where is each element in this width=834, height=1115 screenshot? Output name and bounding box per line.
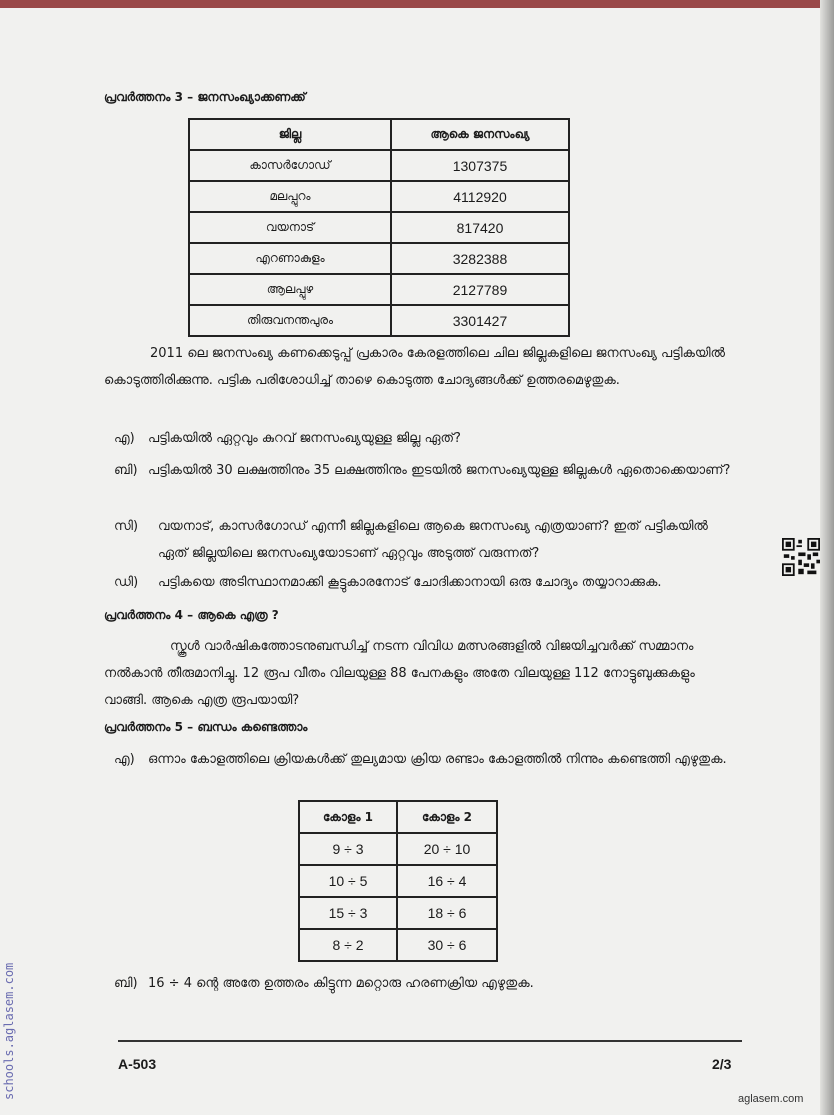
- table-row: [299, 929, 497, 961]
- table-row: [189, 243, 569, 274]
- question-label: എ): [114, 431, 135, 446]
- question-5a: [114, 746, 738, 773]
- question-c: [114, 513, 738, 567]
- column-header-population: ആകെ ജനസംഖ്യ: [391, 119, 569, 150]
- table-row: [189, 212, 569, 243]
- column-header-district: ജില്ല: [189, 119, 391, 150]
- question-text: പട്ടികയിൽ 30 ലക്ഷത്തിനും 35 ലക്ഷത്തിനും ഇടയിൽ ജനസംഖ്യയുള്ള ജില്ലകൾ ഏതൊക്കെയാണ്?: [148, 463, 731, 478]
- population-table: [188, 118, 570, 337]
- table-row: [189, 181, 569, 212]
- question-text: 16 ÷ 4 ന്റെ അതേ ഉത്തരം കിട്ടുന്ന മറ്റൊരു ഹരണക്രിയ എഴുതുക.: [148, 976, 534, 991]
- district-cell: മലപ്പുറം: [189, 181, 391, 212]
- question-label: സി): [114, 519, 139, 534]
- qr-code-icon: [782, 538, 820, 576]
- column-header-1: കോളം 1: [299, 801, 397, 833]
- column2-cell: 30 ÷ 6: [397, 929, 497, 961]
- column2-cell: 16 ÷ 4: [397, 865, 497, 897]
- division-columns-table: [298, 800, 498, 962]
- paper-code: A-503: [118, 1056, 157, 1072]
- population-cell: 3282388: [391, 243, 569, 274]
- question-text: ഒന്നാം കോളത്തിലെ ക്രിയകൾക്ക് തുല്യമായ ക്രിയ രണ്ടാം കോളത്തിൽ നിന്നും കണ്ടെത്തി എഴുതുക.: [148, 752, 727, 767]
- table-row: [299, 897, 497, 929]
- question-b: [114, 457, 738, 484]
- district-cell: തിരുവനന്തപുരം: [189, 305, 391, 336]
- table-row: [189, 150, 569, 181]
- column1-cell: 10 ÷ 5: [299, 865, 397, 897]
- column-header-2: കോളം 2: [397, 801, 497, 833]
- column1-cell: 15 ÷ 3: [299, 897, 397, 929]
- table-header-row: [189, 119, 569, 150]
- table-row: [299, 865, 497, 897]
- question-text: പട്ടികയെ അടിസ്ഥാനമാക്കി കൂട്ടുകാരനോട് ചോദിക്കാനായി ഒരു ചോദ്യം തയ്യാറാക്കുക.: [158, 575, 662, 590]
- district-cell: കാസർഗോഡ്: [189, 150, 391, 181]
- table-row: [189, 305, 569, 336]
- table-row: [189, 274, 569, 305]
- table-header-row: [299, 801, 497, 833]
- question-label: എ): [114, 752, 135, 767]
- question-label: ബി): [114, 463, 138, 478]
- activity3-intro: 2011 ലെ ജനസംഖ്യ കണക്കെടുപ്പ് പ്രകാരം കേരളത്തിലെ ചില ജില്ലകളിലെ ജനസംഖ്യ പട്ടികയിൽ കൊടുത്തിരിക്കുന്നു. പട്ടിക പരിശോധിച്ച് താഴെ കൊടുത്ത ചോദ്യങ്ങൾക്ക് ഉത്തരമെഴുതുക.: [104, 346, 726, 388]
- district-cell: ആലപ്പുഴ: [189, 274, 391, 305]
- table-row: [299, 833, 497, 865]
- question-label: ബി): [114, 976, 138, 991]
- question-label: ഡി): [114, 575, 139, 590]
- footer-rule: [118, 1040, 742, 1042]
- question-a: [114, 425, 738, 452]
- population-cell: 3301427: [391, 305, 569, 336]
- activity4-text: സ്കൂൾ വാർഷികത്തോടനുബന്ധിച്ച് നടന്ന വിവിധ മത്സരങ്ങളിൽ വിജയിച്ചവർക്ക് സമ്മാനം നൽകാൻ തീരുമാനിച്ചു. 12 രൂപ വീതം വിലയുള്ള 88 പേനകളും അതേ വിലയുള്ള 112 നോട്ടുബുക്കുകളും വാങ്ങി. ആകെ എത്ര രൂപയായി?: [104, 639, 695, 708]
- population-cell: 817420: [391, 212, 569, 243]
- column2-cell: 20 ÷ 10: [397, 833, 497, 865]
- population-cell: 4112920: [391, 181, 569, 212]
- column1-cell: 9 ÷ 3: [299, 833, 397, 865]
- page-number: 2/3: [712, 1056, 732, 1072]
- question-text: പട്ടികയിൽ ഏറ്റവും കുറവ് ജനസംഖ്യയുള്ള ജില്ല ഏത്?: [148, 431, 461, 446]
- column2-cell: 18 ÷ 6: [397, 897, 497, 929]
- population-cell: 2127789: [391, 274, 569, 305]
- activity5-heading: പ്രവർത്തനം 5 – ബന്ധം കണ്ടെത്താം: [104, 720, 308, 734]
- activity4-heading: പ്രവർത്തനം 4 – ആകെ എത്ര ?: [104, 608, 279, 622]
- watermark-text: schools.aglasem.com: [2, 962, 16, 1100]
- column1-cell: 8 ÷ 2: [299, 929, 397, 961]
- site-credit: aglasem.com: [738, 1093, 804, 1105]
- district-cell: വയനാട്: [189, 212, 391, 243]
- activity3-heading: പ്രവർത്തനം 3 – ജനസംഖ്യാക്കണക്ക്: [104, 90, 306, 104]
- question-d: [114, 569, 738, 596]
- district-cell: എറണാകുളം: [189, 243, 391, 274]
- top-edge-band: [0, 0, 834, 8]
- question-5b: [114, 970, 738, 997]
- question-text: വയനാട്, കാസർഗോഡ് എന്നീ ജില്ലകളിലെ ആകെ ജനസംഖ്യ എത്രയാണ്? ഇത് പട്ടികയിൽ ഏത് ജില്ലയിലെ ജനസംഖ്യയോടാണ് ഏറ്റവും അടുത്ത് വരുന്നത്?: [158, 519, 708, 561]
- page-right-edge: [820, 0, 834, 1115]
- population-cell: 1307375: [391, 150, 569, 181]
